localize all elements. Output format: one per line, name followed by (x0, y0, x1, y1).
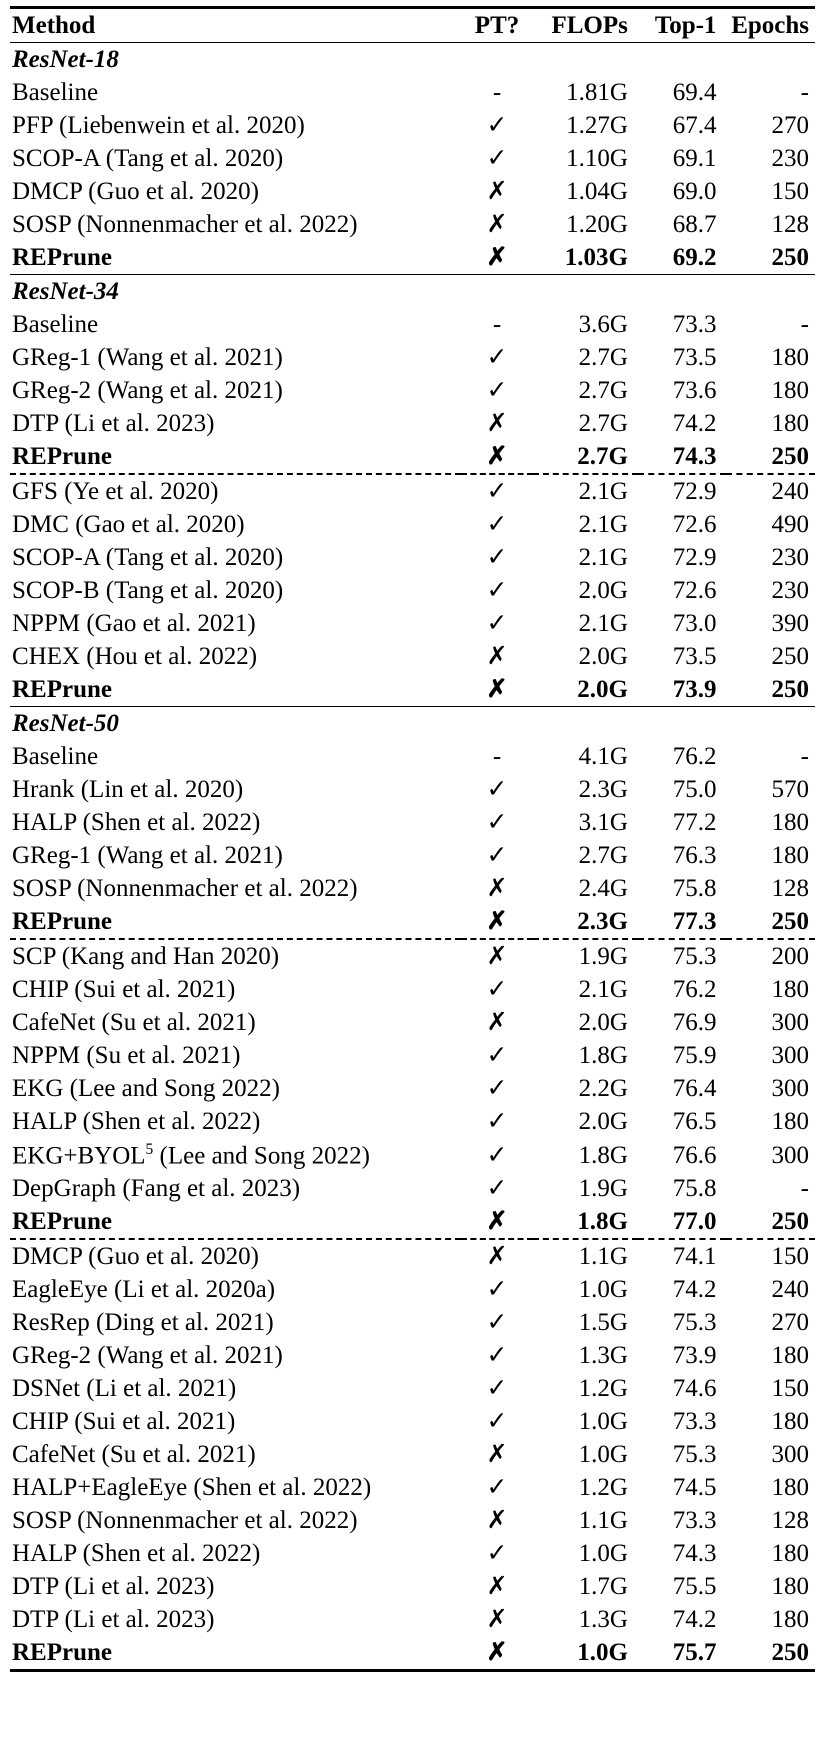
cell-pt: ✓ (486, 145, 508, 172)
cell-top1: 77.3 (672, 908, 717, 935)
cell-epochs: 250 (771, 443, 809, 470)
cell-flops: 1.0G (578, 1441, 628, 1469)
table-row (10, 1339, 815, 1372)
cell-flops: 1.03G (564, 244, 628, 271)
cell-top1: 67.4 (672, 112, 717, 139)
cell-epochs: 300 (771, 1042, 809, 1069)
table-row (10, 673, 815, 707)
cell-top1: 77.2 (672, 809, 717, 836)
table-row (10, 1405, 815, 1438)
cell-pt: ✓ (486, 776, 508, 803)
cell-flops: 2.0G (578, 643, 628, 670)
cell-method: SCP (Kang and Han 2020) (10, 939, 461, 973)
table-row (10, 973, 815, 1006)
cell-method: NPPM (Su et al. 2021) (12, 1042, 241, 1069)
cell-epochs: 240 (726, 474, 815, 508)
cell-pt: ✓ (486, 1342, 508, 1370)
table-row (10, 740, 815, 773)
group-header-row (10, 43, 815, 77)
cell-method: EagleEye (Li et al. 2020a) (12, 1276, 276, 1304)
cell-method: DepGraph (Fang et al. 2023) (12, 1175, 301, 1203)
cell-epochs: - (800, 1175, 809, 1203)
table-row (10, 374, 815, 407)
cell-epochs: 300 (771, 1142, 809, 1170)
cell-method: DMC (Gao et al. 2020) (12, 511, 245, 538)
cell-top1: 69.2 (672, 244, 717, 271)
cell-method: GReg-1 (Wang et al. 2021) (12, 842, 283, 869)
cell-pt: ✗ (461, 1239, 533, 1273)
cell-flops: 1.9G (578, 1175, 628, 1203)
cell-flops: 1.8G (578, 1042, 628, 1069)
cell-pt: ✓ (486, 1075, 508, 1102)
cell-method: GReg-2 (Wang et al. 2021) (12, 1342, 283, 1370)
cell-pt: ✓ (486, 1276, 508, 1304)
cell-method: CHIP (Sui et al. 2021) (12, 976, 236, 1003)
table-row (10, 1537, 815, 1570)
table-row (10, 1273, 815, 1306)
cell-method: GFS (Ye et al. 2020) (10, 474, 461, 508)
cell-method: Hrank (Lin et al. 2020) (12, 776, 244, 803)
cell-pt: ✓ (486, 1142, 508, 1170)
column-header-epochs: Epochs (726, 8, 815, 43)
cell-flops: 1.1G (578, 1507, 628, 1535)
cell-flops: 1.3G (578, 1606, 628, 1634)
table-body (10, 43, 815, 1671)
cell-top1: 75.3 (672, 1309, 717, 1337)
cell-flops: 1.5G (578, 1309, 628, 1337)
cell-epochs: 180 (771, 1342, 809, 1370)
cell-flops: 1.0G (578, 1276, 628, 1304)
table-row (10, 109, 815, 142)
table-row (10, 1438, 815, 1471)
cell-epochs: 300 (771, 1009, 809, 1036)
cell-flops: 1.0G (578, 1540, 628, 1568)
cell-epochs: 180 (771, 809, 809, 836)
cell-epochs: 250 (771, 244, 809, 271)
cell-pt: ✗ (486, 244, 508, 271)
cell-flops: 2.0G (578, 1108, 628, 1135)
table-row (10, 1504, 815, 1537)
cell-top1: 76.4 (672, 1075, 717, 1102)
cell-top1: 69.0 (672, 178, 717, 205)
table-row (10, 407, 815, 440)
cell-top1: 73.9 (672, 1342, 717, 1370)
cell-pt: ✗ (486, 1009, 508, 1036)
group-name: ResNet-50 (12, 710, 119, 737)
cell-top1: 74.3 (672, 443, 717, 470)
cell-method: GReg-1 (Wang et al. 2021) (12, 344, 283, 371)
cell-top1: 76.3 (672, 842, 717, 869)
cell-pt: ✓ (486, 976, 508, 1003)
cell-pt: ✗ (486, 1507, 508, 1535)
cell-method: REPrune (10, 1636, 461, 1671)
cell-method: REPrune (12, 1208, 112, 1236)
cell-top1: 73.3 (672, 1408, 717, 1436)
cell-flops: 2.1G (578, 976, 628, 1003)
cell-flops: 1.9G (533, 939, 638, 973)
cell-epochs: 128 (771, 211, 809, 238)
cell-pt: ✓ (486, 112, 508, 139)
cell-top1: 72.9 (638, 474, 727, 508)
cell-pt: ✗ (486, 1606, 508, 1634)
cell-epochs: 128 (771, 875, 809, 902)
cell-flops: 2.3G (577, 908, 628, 935)
table-row (10, 1603, 815, 1636)
cell-top1: 74.2 (672, 1276, 717, 1304)
cell-flops: 1.81G (566, 79, 628, 106)
cell-flops: 3.1G (578, 809, 628, 836)
column-header-flops: FLOPs (533, 8, 638, 43)
cell-flops: 2.3G (578, 776, 628, 803)
table-row (10, 1006, 815, 1039)
cell-epochs: 180 (771, 1474, 809, 1502)
cell-method: DTP (Li et al. 2023) (12, 1606, 215, 1634)
cell-epochs: 200 (726, 939, 815, 973)
cell-pt: ✓ (486, 377, 508, 404)
cell-flops: 1.3G (578, 1342, 628, 1370)
cell-top1: 75.5 (672, 1573, 717, 1601)
cell-method: GReg-2 (Wang et al. 2021) (12, 377, 283, 404)
table-row (10, 574, 815, 607)
table-row (10, 1172, 815, 1205)
cell-top1: 74.1 (638, 1239, 727, 1273)
cell-flops: 1.20G (566, 211, 628, 238)
cell-flops: 2.1G (578, 610, 628, 637)
cell-method: SOSP (Nonnenmacher et al. 2022) (12, 211, 358, 238)
cell-pt: ✓ (486, 809, 508, 836)
cell-top1: 72.9 (672, 544, 717, 571)
cell-method: Baseline (12, 311, 99, 338)
cell-epochs: - (800, 79, 809, 106)
cell-pt: ✓ (486, 1540, 508, 1568)
cell-pt: ✓ (486, 1108, 508, 1135)
cell-epochs: 180 (771, 1573, 809, 1601)
cell-method: CHEX (Hou et al. 2022) (12, 643, 258, 670)
table-row (10, 341, 815, 374)
table-row (10, 1636, 815, 1671)
cell-flops: 1.8G (577, 1208, 628, 1236)
cell-epochs: 270 (771, 112, 809, 139)
cell-top1: 74.2 (672, 410, 717, 437)
cell-method: DMCP (Guo et al. 2020) (10, 1239, 461, 1273)
cell-flops: 2.7G (578, 410, 628, 437)
table-row (10, 241, 815, 275)
table-row (10, 1372, 815, 1405)
cell-flops: 1.0G (533, 1636, 638, 1671)
cell-flops: 4.1G (578, 743, 628, 770)
cell-flops: 2.7G (578, 377, 628, 404)
cell-pt: ✗ (461, 1636, 533, 1671)
table-row (10, 806, 815, 839)
cell-pt: ✗ (486, 410, 508, 437)
cell-pt: - (492, 311, 502, 338)
cell-pt: ✓ (486, 1175, 508, 1203)
table-row (10, 607, 815, 640)
cell-top1: 69.4 (672, 79, 717, 106)
table-row (10, 839, 815, 872)
cell-method: REPrune (12, 676, 112, 703)
cell-top1: 68.7 (672, 211, 717, 238)
table-row (10, 905, 815, 939)
table-row (10, 872, 815, 905)
cell-flops: 1.0G (578, 1408, 628, 1436)
cell-method: DTP (Li et al. 2023) (12, 1573, 215, 1601)
column-header-pt: PT? (461, 8, 533, 43)
cell-top1: 73.5 (672, 344, 717, 371)
cell-epochs: 490 (771, 511, 809, 538)
cell-top1: 73.9 (672, 676, 717, 703)
cell-flops: 1.1G (533, 1239, 638, 1273)
cell-top1: 75.3 (672, 1441, 717, 1469)
cell-epochs: 180 (771, 377, 809, 404)
table-row (10, 640, 815, 673)
cell-pt: ✓ (486, 511, 508, 538)
group-header-row (10, 275, 815, 309)
table-row (10, 440, 815, 474)
cell-pt: ✗ (486, 643, 508, 670)
cell-top1: 76.5 (672, 1108, 717, 1135)
cell-method: Baseline (12, 79, 99, 106)
cell-method: CafeNet (Su et al. 2021) (12, 1441, 256, 1469)
cell-pt: ✓ (486, 1375, 508, 1403)
cell-epochs: - (800, 743, 809, 770)
cell-method: $EKG+BYOL^5$ (Lee and Song 2022) (12, 1141, 370, 1170)
cell-method: ResRep (Ding et al. 2021) (12, 1309, 274, 1337)
cell-method: HALP (Shen et al. 2022) (12, 809, 261, 836)
table-header-row (10, 8, 815, 43)
cell-epochs: 230 (771, 577, 809, 604)
cell-epochs: 180 (771, 1108, 809, 1135)
cell-method: HALP (Shen et al. 2022) (12, 1540, 261, 1568)
cell-method: PFP (Liebenwein et al. 2020) (12, 112, 305, 139)
cell-pt: ✓ (486, 1309, 508, 1337)
cell-method: HALP+EagleEye (Shen et al. 2022) (12, 1474, 372, 1502)
cell-method: NPPM (Gao et al. 2021) (12, 610, 256, 637)
cell-epochs: 250 (771, 676, 809, 703)
cell-method: HALP (Shen et al. 2022) (12, 1108, 261, 1135)
cell-top1: 73.6 (672, 377, 717, 404)
cell-top1: 76.2 (672, 976, 717, 1003)
cell-epochs: 390 (771, 610, 809, 637)
cell-epochs: 180 (771, 1408, 809, 1436)
table-header (10, 8, 815, 43)
cell-epochs: 180 (771, 976, 809, 1003)
cell-top1: 72.6 (672, 577, 717, 604)
column-header-top1: Top-1 (638, 8, 727, 43)
cell-top1: 75.8 (672, 1175, 717, 1203)
group-name: ResNet-18 (12, 46, 119, 73)
cell-flops: 2.1G (578, 544, 628, 571)
results-table (10, 6, 815, 1672)
cell-epochs: 180 (771, 1606, 809, 1634)
cell-pt: ✓ (486, 544, 508, 571)
cell-flops: 3.6G (578, 311, 628, 338)
cell-epochs: 250 (771, 1208, 809, 1236)
cell-pt: ✗ (486, 1208, 508, 1236)
cell-flops: 2.4G (578, 875, 628, 902)
cell-epochs: 300 (771, 1441, 809, 1469)
cell-top1: 75.7 (638, 1636, 727, 1671)
cell-epochs: 150 (771, 1375, 809, 1403)
cell-pt: ✗ (461, 939, 533, 973)
table-row (10, 474, 815, 508)
cell-top1: 73.0 (672, 610, 717, 637)
cell-pt: ✗ (486, 676, 508, 703)
cell-flops: 2.0G (578, 577, 628, 604)
table-row (10, 1205, 815, 1239)
cell-epochs: 240 (771, 1276, 809, 1304)
table-row (10, 1239, 815, 1273)
cell-flops: 1.04G (566, 178, 628, 205)
cell-top1: 73.3 (672, 1507, 717, 1535)
cell-method: DMCP (Guo et al. 2020) (12, 178, 259, 205)
cell-pt: ✓ (486, 1042, 508, 1069)
cell-epochs: 270 (771, 1309, 809, 1337)
cell-top1: 77.0 (672, 1208, 717, 1236)
cell-method: CHIP (Sui et al. 2021) (12, 1408, 236, 1436)
cell-pt: ✓ (486, 610, 508, 637)
table-row (10, 1105, 815, 1138)
cell-pt: ✓ (486, 842, 508, 869)
cell-flops: 1.2G (578, 1375, 628, 1403)
cell-flops: 2.0G (577, 676, 628, 703)
cell-epochs: 150 (771, 178, 809, 205)
cell-epochs: 180 (771, 1540, 809, 1568)
cell-epochs: 300 (771, 1075, 809, 1102)
cell-flops: 1.2G (578, 1474, 628, 1502)
cell-method: SCOP-B (Tang et al. 2020) (12, 577, 284, 604)
cell-top1: 76.2 (672, 743, 717, 770)
cell-pt: ✓ (486, 344, 508, 371)
cell-epochs: 570 (771, 776, 809, 803)
cell-method: SCOP-A (Tang et al. 2020) (12, 544, 284, 571)
cell-top1: 73.3 (672, 311, 717, 338)
cell-pt: ✗ (486, 1573, 508, 1601)
cell-top1: 76.6 (672, 1142, 717, 1170)
cell-flops: 1.8G (578, 1142, 628, 1170)
cell-epochs: - (800, 311, 809, 338)
cell-pt: ✗ (486, 908, 508, 935)
cell-top1: 75.0 (672, 776, 717, 803)
cell-pt: ✓ (486, 1474, 508, 1502)
cell-epochs: 230 (771, 544, 809, 571)
cell-epochs: 250 (771, 643, 809, 670)
cell-pt: ✗ (486, 1441, 508, 1469)
table-row (10, 1306, 815, 1339)
table-row (10, 1570, 815, 1603)
table-row (10, 76, 815, 109)
cell-method: REPrune (12, 244, 112, 271)
cell-top1: 73.5 (672, 643, 717, 670)
cell-pt: - (492, 79, 502, 106)
cell-pt: ✗ (486, 443, 508, 470)
cell-top1: 74.3 (672, 1540, 717, 1568)
cell-method: SCOP-A (Tang et al. 2020) (12, 145, 284, 172)
column-header-method: Method (10, 8, 461, 43)
group-name: ResNet-34 (12, 278, 119, 305)
cell-method: REPrune (12, 908, 112, 935)
cell-flops: 2.7G (578, 842, 628, 869)
cell-top1: 69.1 (672, 145, 717, 172)
cell-flops: 2.7G (577, 443, 628, 470)
cell-top1: 74.6 (672, 1375, 717, 1403)
cell-epochs: 150 (726, 1239, 815, 1273)
cell-epochs: 250 (726, 1636, 815, 1671)
cell-epochs: 180 (771, 344, 809, 371)
table-row (10, 1072, 815, 1105)
cell-method: SOSP (Nonnenmacher et al. 2022) (12, 1507, 358, 1535)
table-row (10, 1138, 815, 1172)
cell-top1: 75.3 (638, 939, 727, 973)
cell-pt: ✓ (486, 1408, 508, 1436)
cell-pt: ✓ (486, 577, 508, 604)
cell-top1: 75.8 (672, 875, 717, 902)
cell-method: DTP (Li et al. 2023) (12, 410, 215, 437)
cell-flops: 2.1G (533, 474, 638, 508)
table-row (10, 175, 815, 208)
table-row (10, 541, 815, 574)
cell-flops: 2.2G (578, 1075, 628, 1102)
cell-top1: 74.5 (672, 1474, 717, 1502)
cell-method: Baseline (12, 743, 99, 770)
cell-flops: 1.7G (578, 1573, 628, 1601)
cell-top1: 72.6 (672, 511, 717, 538)
cell-top1: 74.2 (672, 1606, 717, 1634)
cell-flops: 2.7G (578, 344, 628, 371)
table-row (10, 773, 815, 806)
cell-epochs: 250 (771, 908, 809, 935)
cell-method: DSNet (Li et al. 2021) (12, 1375, 237, 1403)
cell-epochs: 128 (771, 1507, 809, 1535)
table-row (10, 1471, 815, 1504)
table-row (10, 308, 815, 341)
cell-pt: ✗ (486, 211, 508, 238)
cell-pt: ✗ (486, 875, 508, 902)
cell-method: REPrune (12, 443, 112, 470)
cell-method: SOSP (Nonnenmacher et al. 2022) (12, 875, 358, 902)
cell-pt: ✗ (486, 178, 508, 205)
cell-epochs: 180 (771, 842, 809, 869)
table-row (10, 508, 815, 541)
group-header-row (10, 707, 815, 741)
cell-flops: 2.1G (578, 511, 628, 538)
cell-epochs: 230 (771, 145, 809, 172)
cell-pt: - (492, 743, 502, 770)
cell-flops: 2.0G (578, 1009, 628, 1036)
cell-pt: ✓ (461, 474, 533, 508)
table-row (10, 142, 815, 175)
cell-flops: 1.27G (566, 112, 628, 139)
table-row (10, 208, 815, 241)
cell-top1: 75.9 (672, 1042, 717, 1069)
table-row (10, 939, 815, 973)
cell-epochs: 180 (771, 410, 809, 437)
table-row (10, 1039, 815, 1072)
cell-method: CafeNet (Su et al. 2021) (12, 1009, 256, 1036)
cell-method: EKG (Lee and Song 2022) (12, 1075, 280, 1102)
cell-top1: 76.9 (672, 1009, 717, 1036)
cell-flops: 1.10G (566, 145, 628, 172)
